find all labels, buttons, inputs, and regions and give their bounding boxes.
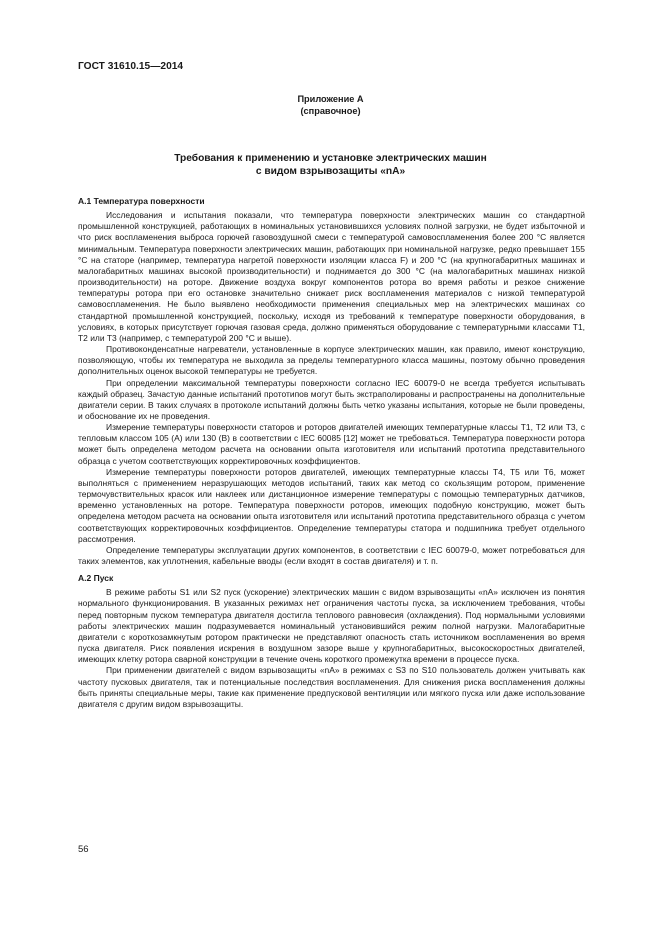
paragraph: В режиме работы S1 или S2 пуск (ускорение) электрических машин с видом взрывозащиты «nA» исключен из понятия нормального функционирования. В указанных режимах нет ограничения частоты пуска, за исключением требования, чтобы перед повторным пуском температура двигателя достигла теплового равновесия (охлаждения). Под нормальными условиями работы электрических машин подразумевается номинальный установившийся режим полной нагрузки. Малогабаритные двигатели с короткозамкнутым ротором практически не представляют опасность стать источником воспламенения во время пуска двигателя. Риск появления искрения в воздушном зазоре выше у крупногабаритных, высокоскоростных двигателей, имеющих клетку ротора сварной конструкции в течение очень короткого промежутка времени в процессе пуска. bbox=[78, 587, 585, 665]
annex-subtitle: (справочное) bbox=[300, 106, 361, 116]
annex-heading bbox=[0, 93, 661, 117]
paragraph: При определении максимальной температуры поверхности согласно IEC 60079-0 не всегда требуется испытывать каждый образец. Зачастую данные испытаний прототипов могут быть экстраполированы и распространены на дополнительные двигатели серии. В таких случаях в протоколе испытаний должны быть четко указаны испытания, которые не были проведены, и обоснование их не проведения. bbox=[78, 377, 585, 421]
annex-title: Приложение А bbox=[297, 94, 364, 104]
paragraph: Измерение температуры поверхности роторов двигателей, имеющих температурные классы Т4, Т5 или Т6, может выполняться с применением неразрушающих методов испытаний, таких как метод со скользящим ротором, применение термочувствительных красок или наклеек или дистанционное измерение температуры с помощью температурных датчиков, временно установленных на роторе. Температура поверхности роторов, имеющих подобную конструкцию, может быть определена методом расчета на основании опыта изготовителя или испытаний прототипа представительного образца с учетом соответствующих корректировочных коэффициентов. Определение температуры статора и подшипника требует отдельного рассмотрения. bbox=[78, 466, 585, 544]
paragraph: Измерение температуры поверхности статоров и роторов двигателей имеющих температурные классы Т1, Т2 или Т3, с тепловым классом 105 (А) или 130 (В) в соответствии с IEC 60085 [12] может не требоваться. Температура поверхности ротора может быть определена методом расчета на основании опыта изготовителя или испытаний прототипа представительного образца с учетом соответствующих корректировочных коэффициентов. bbox=[78, 422, 585, 466]
paragraph: Определение температуры эксплуатации других компонентов, в соответствии с IEC 60079-0, может потребоваться для таких элементов, как уплотнения, кабельные вводы (если входят в состав двигателя) и т. п. bbox=[78, 544, 585, 566]
paragraph: Исследования и испытания показали, что температура поверхности электрических машин со стандартной промышленной конструкцией, работающих в номинальных установившихся условиях полной загрузки, не будет избыточной и что риск воспламенения выброса горючей газовоздушной смеси с температурой самовоспламенения более 200 °С является минимальным. Температура поверхности электрических машин, работающих при номинальной нагрузке, редко превышает 155 °С на статоре (например, температура нагретой поверхности изоляции класса F) и 200 °С (на крупногабаритных машинах и малогабаритных машинах высокой производительности) и поднимается до 300 °С (на малогабаритных машинах низкой производительности) на роторе. Движение воздуха вокруг компонентов ротора во время работы и резкое снижение температуры ротора при его остановке значительно снижает риск воспламенения материалов с низкой температурой самовоспламенения. Не было выявлено необходимости применения специальных мер на электрических машинах со стандартной промышленной конструкцией, поскольку, исходя из требований к температуре поверхности оборудования, в условиях, в которых присутствует горючая газовая среда, должно применяться оборудование с температурными классами Т1, Т2 или Т3 (например, с температурой 200 °С и выше). bbox=[78, 210, 585, 343]
section-heading-start: А.2 Пуск bbox=[78, 573, 114, 584]
paragraph: При применении двигателей с видом взрывозащиты «nA» в режимах с S3 по S10 пользователь должен учитывать как частоту пусковых двигателя, так и потенциальные последствия воспламенения. Для снижения риска воспламенения должны быть приняты специальные меры, такие как применение предпусковой вентиляции или мягкого пуска или даже использование двигателя с другим видом взрывозащиты. bbox=[78, 665, 585, 709]
document-body bbox=[78, 196, 585, 710]
main-title-line-2: с видом взрывозащиты «nA» bbox=[255, 166, 406, 177]
section-heading-temperature: А.1 Температура поверхности bbox=[78, 196, 205, 206]
document-code: ГОСТ 31610.15—2014 bbox=[78, 61, 184, 72]
paragraph: Противоконденсатные нагреватели, установленные в корпусе электрических машин, как правило, имеют конструкцию, позволяющую, чтобы их температура не выходила за пределы температурного класса машины, поэтому обычно проведения дополнительных оценок высокой температуры не требуется. bbox=[78, 344, 585, 377]
main-title bbox=[78, 152, 583, 178]
page-number: 56 bbox=[78, 844, 89, 855]
main-title-line-1: Требования к применению и установке электрических машин bbox=[174, 153, 487, 164]
